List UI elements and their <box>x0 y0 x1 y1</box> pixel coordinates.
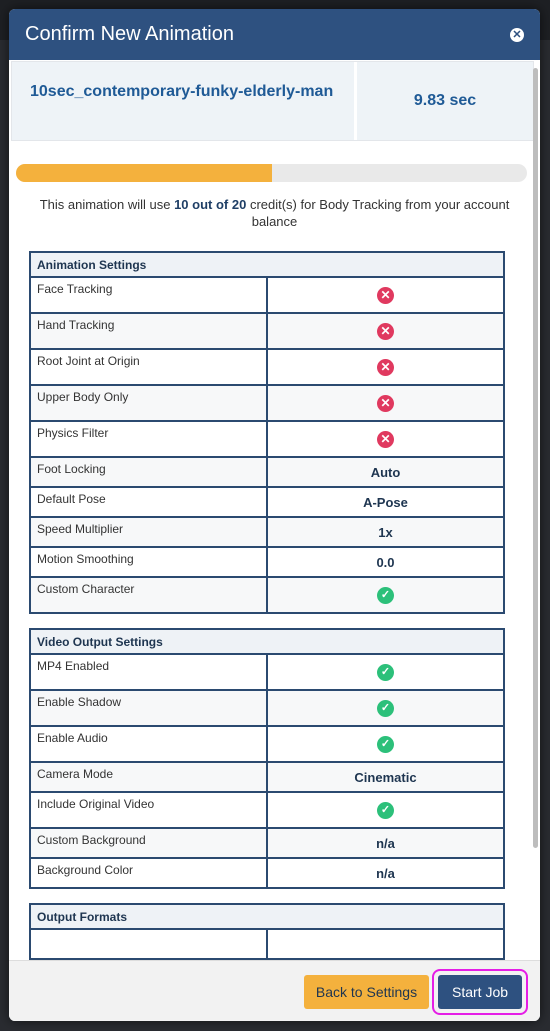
start-job-button[interactable]: Start Job <box>438 975 522 1009</box>
close-icon[interactable]: ✕ <box>510 28 524 42</box>
setting-label: Enable Shadow <box>30 690 267 726</box>
setting-value: n/a <box>267 828 504 858</box>
x-circle-icon: ✕ <box>377 431 394 448</box>
setting-row-camera-mode <box>30 762 504 792</box>
setting-row-include-original-video <box>30 792 504 828</box>
setting-row-face-tracking <box>30 277 504 313</box>
setting-value: A-Pose <box>267 487 504 517</box>
check-circle-icon: ✓ <box>377 587 394 604</box>
scrollbar-thumb[interactable] <box>533 68 538 848</box>
setting-label: Hand Tracking <box>30 313 267 349</box>
back-to-settings-button[interactable]: Back to Settings <box>304 975 429 1009</box>
setting-row-custom-character <box>30 577 504 613</box>
modal-title: Confirm New Animation <box>25 23 234 45</box>
setting-value-icon <box>267 654 504 690</box>
credit-usage-text <box>23 196 526 230</box>
setting-label: Upper Body Only <box>30 385 267 421</box>
setting-label: Camera Mode <box>30 762 267 792</box>
setting-row-physics-filter <box>30 421 504 457</box>
setting-row-enable-audio <box>30 726 504 762</box>
modal-footer <box>9 960 540 1021</box>
setting-row-upper-body-only <box>30 385 504 421</box>
setting-row-enable-shadow <box>30 690 504 726</box>
video-output-settings-table <box>29 628 505 889</box>
setting-row-motion-smoothing <box>30 547 504 577</box>
setting-value: 1x <box>267 517 504 547</box>
x-circle-icon: ✕ <box>377 287 394 304</box>
credit-progress-bar <box>16 164 527 182</box>
check-circle-icon: ✓ <box>377 664 394 681</box>
setting-row-mp4-enabled <box>30 654 504 690</box>
setting-row-background-color <box>30 858 504 888</box>
output-formats-label <box>30 929 267 959</box>
x-circle-icon: ✕ <box>377 359 394 376</box>
setting-value-icon <box>267 792 504 828</box>
setting-label: Background Color <box>30 858 267 888</box>
credit-text-prefix: This animation will use <box>39 197 175 212</box>
setting-value: Auto <box>267 457 504 487</box>
credit-text-suffix: credit(s) for Body Tracking from your account balance <box>246 197 510 229</box>
video-output-heading-row <box>30 629 504 654</box>
check-circle-icon: ✓ <box>377 700 394 717</box>
setting-label: Enable Audio <box>30 726 267 762</box>
output-formats-heading-row <box>30 904 504 929</box>
animation-summary <box>11 61 534 141</box>
video-output-heading: Video Output Settings <box>30 629 504 654</box>
setting-label: Root Joint at Origin <box>30 349 267 385</box>
setting-value-icon <box>267 313 504 349</box>
setting-row-hand-tracking <box>30 313 504 349</box>
setting-row-foot-locking <box>30 457 504 487</box>
setting-label: Include Original Video <box>30 792 267 828</box>
setting-value-icon <box>267 277 504 313</box>
setting-label: Default Pose <box>30 487 267 517</box>
output-formats-value <box>267 929 504 959</box>
setting-value-icon <box>267 577 504 613</box>
setting-row-default-pose <box>30 487 504 517</box>
check-circle-icon: ✓ <box>377 736 394 753</box>
setting-label: MP4 Enabled <box>30 654 267 690</box>
start-job-highlight <box>432 969 528 1015</box>
animation-settings-heading-row <box>30 252 504 277</box>
setting-value-icon <box>267 690 504 726</box>
setting-row-speed-multiplier <box>30 517 504 547</box>
animation-settings-heading: Animation Settings <box>30 252 504 277</box>
setting-label: Custom Character <box>30 577 267 613</box>
setting-row-root-joint-at-origin <box>30 349 504 385</box>
setting-label: Foot Locking <box>30 457 267 487</box>
animation-name: 10sec_contemporary-funky-elderly-man <box>12 62 357 140</box>
setting-label: Motion Smoothing <box>30 547 267 577</box>
setting-value: Cinematic <box>267 762 504 792</box>
credit-progress-fill <box>16 164 272 182</box>
setting-value-icon <box>267 726 504 762</box>
modal-header <box>9 9 540 60</box>
check-circle-icon: ✓ <box>377 802 394 819</box>
output-formats-table <box>29 903 505 960</box>
confirm-animation-modal <box>9 9 540 1021</box>
setting-value-icon <box>267 385 504 421</box>
setting-label: Physics Filter <box>30 421 267 457</box>
setting-label: Face Tracking <box>30 277 267 313</box>
setting-label: Custom Background <box>30 828 267 858</box>
setting-value-icon <box>267 349 504 385</box>
setting-label: Speed Multiplier <box>30 517 267 547</box>
setting-value-icon <box>267 421 504 457</box>
setting-value: 0.0 <box>267 547 504 577</box>
credit-amount: 10 out of 20 <box>174 197 247 212</box>
modal-body[interactable] <box>9 60 540 960</box>
output-formats-heading: Output Formats <box>30 904 504 929</box>
output-formats-row <box>30 929 504 959</box>
animation-duration: 9.83 sec <box>357 62 533 140</box>
animation-settings-table <box>29 251 505 614</box>
x-circle-icon: ✕ <box>377 395 394 412</box>
x-circle-icon: ✕ <box>377 323 394 340</box>
setting-row-custom-background <box>30 828 504 858</box>
setting-value: n/a <box>267 858 504 888</box>
